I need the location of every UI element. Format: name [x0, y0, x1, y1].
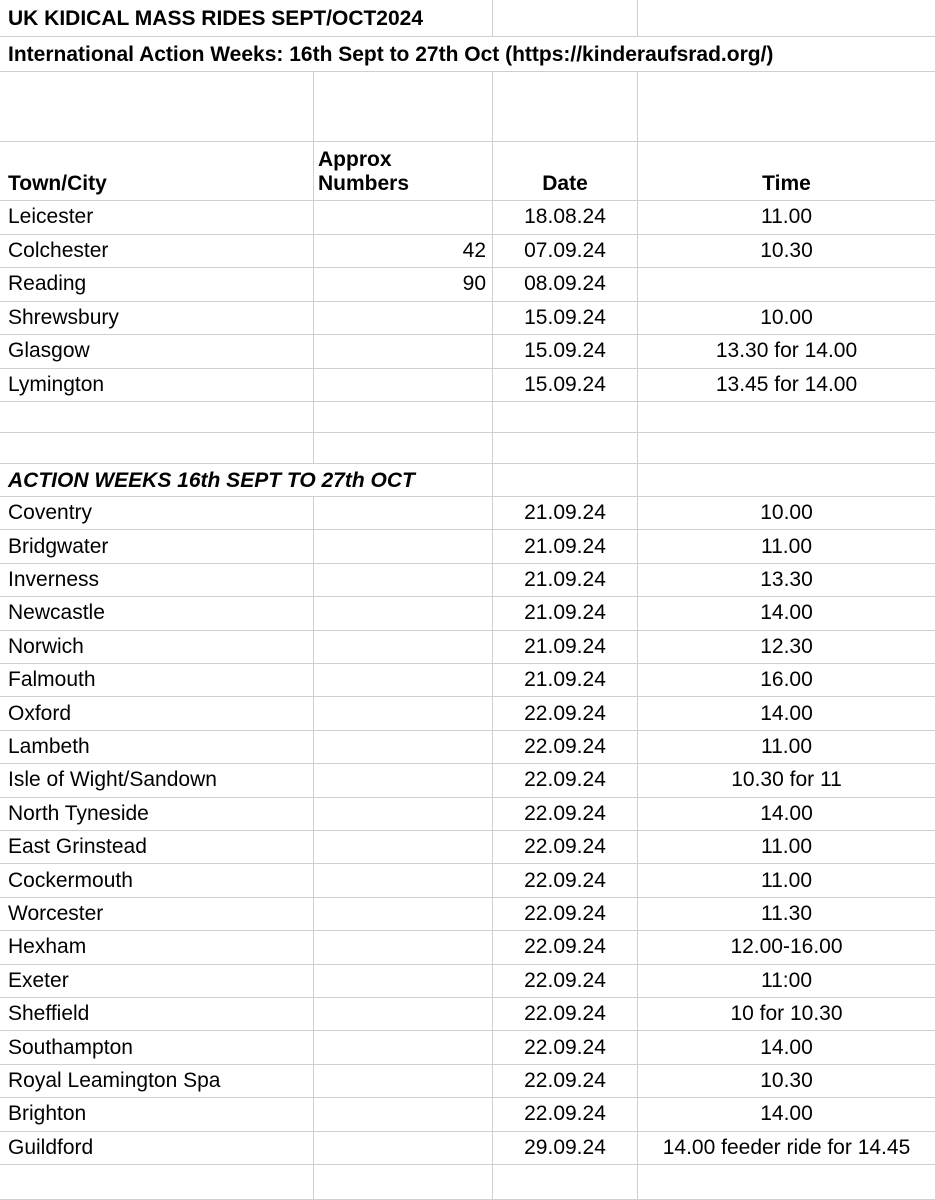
time-cell[interactable]: 11.00	[638, 731, 935, 764]
town-cell[interactable]: Guildford	[0, 1132, 314, 1165]
time-cell[interactable]: 11.00	[638, 530, 935, 563]
blank-cell[interactable]	[638, 402, 935, 433]
header-numbers-label-2: Numbers	[318, 172, 410, 195]
date-cell[interactable]: 29.09.24	[493, 1132, 638, 1165]
blank-cell[interactable]	[638, 1165, 935, 1200]
time-cell[interactable]: 11.00	[638, 864, 935, 897]
time-cell[interactable]: 14.00	[638, 798, 935, 831]
date-cell[interactable]: 22.09.24	[493, 898, 638, 931]
date-cell[interactable]: 22.09.24	[493, 931, 638, 964]
town-cell[interactable]: Brighton	[0, 1098, 314, 1131]
numbers-cell[interactable]	[314, 369, 493, 403]
town-cell[interactable]: Lambeth	[0, 731, 314, 764]
table-row	[0, 831, 935, 864]
numbers-cell[interactable]	[314, 201, 493, 235]
table-row	[0, 931, 935, 964]
time-cell[interactable]: 10.00	[638, 302, 935, 336]
table-row	[0, 864, 935, 897]
table-row	[0, 731, 935, 764]
header-town[interactable]	[0, 142, 314, 201]
time-cell[interactable]: 11.00	[638, 831, 935, 864]
town-cell[interactable]: Coventry	[0, 497, 314, 530]
numbers-cell[interactable]	[314, 1098, 493, 1131]
time-cell[interactable]: 12.00-16.00	[638, 931, 935, 964]
blank-cell[interactable]	[0, 402, 314, 433]
date-cell[interactable]: 22.09.24	[493, 1031, 638, 1064]
table-row	[0, 235, 935, 269]
numbers-cell[interactable]	[314, 597, 493, 630]
date-cell[interactable]: 22.09.24	[493, 864, 638, 897]
section-row	[0, 464, 935, 497]
table-row	[0, 965, 935, 998]
town-cell[interactable]: Royal Leamington Spa	[0, 1065, 314, 1098]
date-cell[interactable]: 08.09.24	[493, 268, 638, 302]
table-row	[0, 664, 935, 697]
time-cell[interactable]: 14.00	[638, 1098, 935, 1131]
numbers-cell[interactable]	[314, 1031, 493, 1064]
blank-cell[interactable]	[638, 433, 935, 464]
blank-row	[0, 1165, 935, 1200]
time-cell[interactable]: 11.00	[638, 201, 935, 235]
blank-cell[interactable]	[493, 1165, 638, 1200]
table-row	[0, 201, 935, 235]
date-cell[interactable]: 22.09.24	[493, 731, 638, 764]
table-row	[0, 631, 935, 664]
time-cell[interactable]: 14.00	[638, 597, 935, 630]
header-date-label: Date	[542, 172, 588, 195]
numbers-cell[interactable]: 42	[314, 235, 493, 269]
numbers-cell[interactable]	[314, 898, 493, 931]
town-cell[interactable]: Cockermouth	[0, 864, 314, 897]
date-cell[interactable]: 22.09.24	[493, 697, 638, 730]
blank-cell[interactable]	[493, 72, 638, 142]
time-cell[interactable]: 16.00	[638, 664, 935, 697]
table-row	[0, 998, 935, 1031]
town-cell[interactable]: Shrewsbury	[0, 302, 314, 336]
numbers-cell[interactable]	[314, 497, 493, 530]
header-numbers-label-1: Approx	[318, 148, 392, 171]
header-date[interactable]	[493, 142, 638, 201]
table-row	[0, 497, 935, 530]
sheet-subtitle: International Action Weeks: 16th Sept to 27th Oct (https://kinderaufsrad.org/)	[8, 42, 774, 66]
date-cell[interactable]: 15.09.24	[493, 302, 638, 336]
time-cell[interactable]: 11.30	[638, 898, 935, 931]
blank-row	[0, 402, 935, 433]
numbers-cell[interactable]	[314, 931, 493, 964]
time-cell[interactable]: 11:00	[638, 965, 935, 998]
date-cell[interactable]: 21.09.24	[493, 564, 638, 597]
time-cell[interactable]: 14.00	[638, 697, 935, 730]
header-numbers[interactable]	[314, 142, 493, 201]
date-cell[interactable]: 22.09.24	[493, 798, 638, 831]
town-cell[interactable]: Isle of Wight/Sandown	[0, 764, 314, 797]
title-row-cell-c[interactable]	[493, 0, 638, 37]
date-cell[interactable]: 15.09.24	[493, 335, 638, 369]
blank-cell[interactable]	[638, 464, 935, 497]
numbers-cell[interactable]	[314, 831, 493, 864]
blank-cell[interactable]	[314, 1165, 493, 1200]
numbers-cell[interactable]	[314, 764, 493, 797]
table-row	[0, 268, 935, 302]
blank-cell[interactable]	[638, 72, 935, 142]
table-row	[0, 798, 935, 831]
header-row	[0, 142, 935, 201]
date-cell[interactable]: 21.09.24	[493, 530, 638, 563]
date-cell[interactable]: 22.09.24	[493, 1098, 638, 1131]
blank-cell[interactable]	[493, 464, 638, 497]
subtitle-row	[0, 37, 935, 72]
date-cell[interactable]: 21.09.24	[493, 664, 638, 697]
table-row	[0, 369, 935, 403]
date-cell[interactable]: 22.09.24	[493, 1065, 638, 1098]
numbers-cell[interactable]	[314, 998, 493, 1031]
town-cell[interactable]: East Grinstead	[0, 831, 314, 864]
town-cell[interactable]: Oxford	[0, 697, 314, 730]
blank-cell[interactable]	[0, 433, 314, 464]
date-cell[interactable]: 18.08.24	[493, 201, 638, 235]
sheet-title: UK KIDICAL MASS RIDES SEPT/OCT2024	[8, 6, 424, 30]
town-cell[interactable]: Reading	[0, 268, 314, 302]
date-cell[interactable]: 22.09.24	[493, 831, 638, 864]
table-row	[0, 764, 935, 797]
time-cell[interactable]: 13.45 for 14.00	[638, 369, 935, 403]
town-cell[interactable]: Exeter	[0, 965, 314, 998]
date-cell[interactable]: 21.09.24	[493, 597, 638, 630]
time-cell[interactable]	[638, 268, 935, 302]
time-cell[interactable]: 13.30 for 14.00	[638, 335, 935, 369]
numbers-cell[interactable]	[314, 731, 493, 764]
time-cell[interactable]: 13.30	[638, 564, 935, 597]
date-cell[interactable]: 22.09.24	[493, 998, 638, 1031]
time-cell[interactable]: 14.00 feeder ride for 14.45	[638, 1132, 935, 1165]
table-row	[0, 1065, 935, 1098]
blank-cell[interactable]	[493, 402, 638, 433]
header-town-label: Town/City	[8, 172, 107, 195]
town-cell[interactable]: Falmouth	[0, 664, 314, 697]
town-cell[interactable]: Inverness	[0, 564, 314, 597]
numbers-cell[interactable]	[314, 864, 493, 897]
time-cell[interactable]: 10.00	[638, 497, 935, 530]
numbers-cell[interactable]	[314, 631, 493, 664]
table-row	[0, 898, 935, 931]
numbers-cell[interactable]	[314, 697, 493, 730]
title-row	[0, 0, 935, 37]
numbers-cell[interactable]	[314, 1065, 493, 1098]
table-row	[0, 564, 935, 597]
blank-cell[interactable]	[314, 402, 493, 433]
numbers-cell[interactable]	[314, 564, 493, 597]
numbers-cell[interactable]	[314, 664, 493, 697]
town-cell[interactable]: Bridgwater	[0, 530, 314, 563]
time-cell[interactable]: 10 for 10.30	[638, 998, 935, 1031]
table-row	[0, 1098, 935, 1131]
town-cell[interactable]: Leicester	[0, 201, 314, 235]
town-cell[interactable]: Lymington	[0, 369, 314, 403]
blank-cell[interactable]	[314, 72, 493, 142]
table-row	[0, 335, 935, 369]
town-cell[interactable]: Norwich	[0, 631, 314, 664]
table-row	[0, 302, 935, 336]
time-cell[interactable]: 10.30 for 11	[638, 764, 935, 797]
header-time-label: Time	[762, 172, 811, 195]
time-cell[interactable]: 10.30	[638, 1065, 935, 1098]
town-cell[interactable]: Glasgow	[0, 335, 314, 369]
date-cell[interactable]: 22.09.24	[493, 965, 638, 998]
time-cell[interactable]: 14.00	[638, 1031, 935, 1064]
town-cell[interactable]: Colchester	[0, 235, 314, 269]
blank-cell[interactable]	[0, 1165, 314, 1200]
town-cell[interactable]: Hexham	[0, 931, 314, 964]
blank-cell[interactable]	[0, 72, 314, 142]
table-row	[0, 530, 935, 563]
town-cell[interactable]: Newcastle	[0, 597, 314, 630]
numbers-cell[interactable]	[314, 530, 493, 563]
numbers-cell[interactable]	[314, 302, 493, 336]
blank-cell[interactable]	[493, 433, 638, 464]
date-cell[interactable]: 15.09.24	[493, 369, 638, 403]
blank-row	[0, 72, 935, 142]
table-row	[0, 597, 935, 630]
blank-cell[interactable]	[314, 433, 493, 464]
date-cell[interactable]: 07.09.24	[493, 235, 638, 269]
date-cell[interactable]: 21.09.24	[493, 497, 638, 530]
time-cell[interactable]: 10.30	[638, 235, 935, 269]
town-cell[interactable]: North Tyneside	[0, 798, 314, 831]
table-row	[0, 1031, 935, 1064]
blank-row	[0, 433, 935, 464]
table-row	[0, 1132, 935, 1165]
time-cell[interactable]: 12.30	[638, 631, 935, 664]
town-cell[interactable]: Worcester	[0, 898, 314, 931]
title-row-cell-d[interactable]	[638, 0, 935, 37]
section-title: ACTION WEEKS 16th SEPT TO 27th OCT	[8, 468, 415, 492]
date-cell[interactable]: 22.09.24	[493, 764, 638, 797]
numbers-cell[interactable]	[314, 335, 493, 369]
town-cell[interactable]: Sheffield	[0, 998, 314, 1031]
header-time[interactable]	[638, 142, 935, 201]
date-cell[interactable]: 21.09.24	[493, 631, 638, 664]
numbers-cell[interactable]: 90	[314, 268, 493, 302]
table-row	[0, 697, 935, 730]
numbers-cell[interactable]	[314, 965, 493, 998]
town-cell[interactable]: Southampton	[0, 1031, 314, 1064]
numbers-cell[interactable]	[314, 798, 493, 831]
numbers-cell[interactable]	[314, 1132, 493, 1165]
